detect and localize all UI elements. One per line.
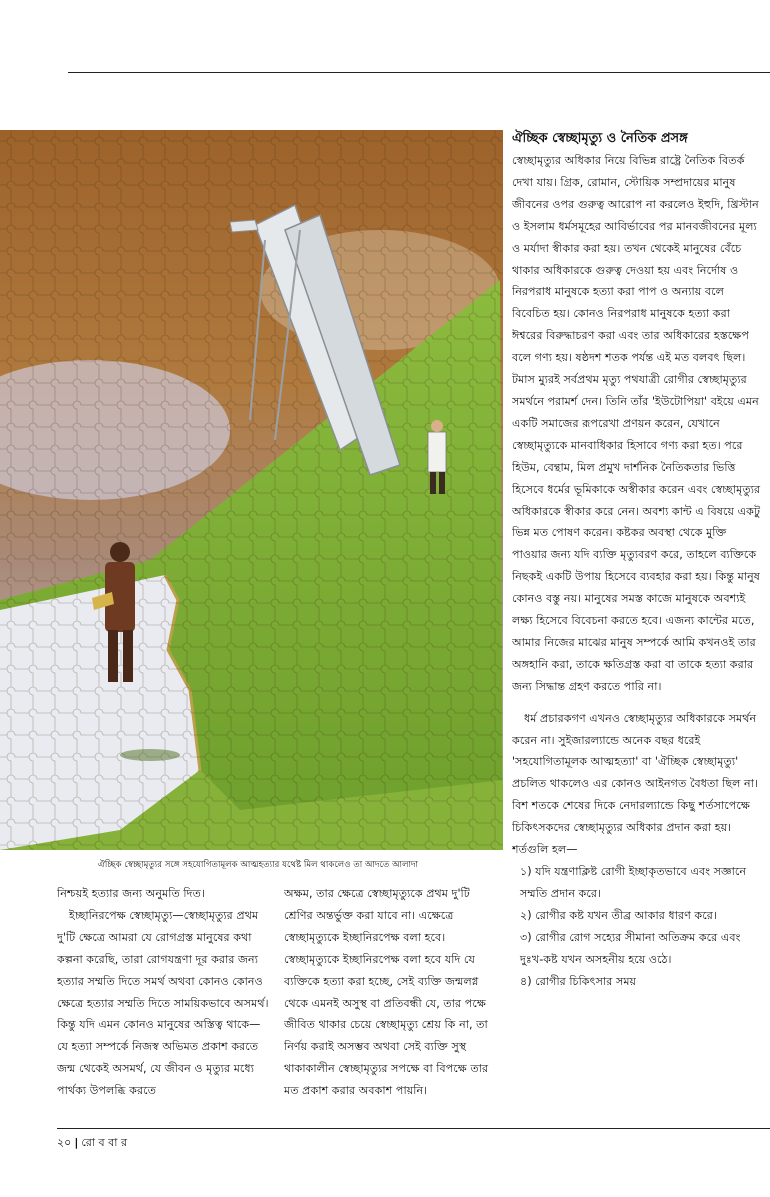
body-column-1 bbox=[57, 883, 272, 1108]
body-paragraph: ধর্ম প্রচারকগণ এখনও স্বেচ্ছামৃত্যুর অধিকারকে সমর্থন করেন না। সুইজারল্যান্ডে অনেক বছর ধরেই 'সহযোগিতামূলক আত্মহত্যা' বা 'ঐচ্ছিক স্বেচ্ছামৃত্যু' প্রচলিত থাকলেও এর কোনও আইনগত বৈধতা ছিল না। বিশ শতকে শেষের দিকে নেদারল্যান্ডে কিছু শর্তসাপেক্ষে চিকিৎসকদের স্বেচ্ছামৃত্যুর অধিকার প্রদান করা হয়। শর্তগুলি হল— bbox=[512, 711, 758, 857]
puzzle-illustration bbox=[0, 130, 503, 850]
magazine-name: রো ব বা র bbox=[81, 1136, 128, 1149]
page-footer bbox=[57, 1136, 127, 1150]
figure-caption: ঐচ্ছিক স্বেচ্ছামৃত্যুর সঙ্গে সহযোগিতামূলক আত্মহত্যার যথেষ্ট মিল থাকলেও তা আদতে আলাদা bbox=[98, 860, 419, 870]
bottom-rule bbox=[57, 1128, 770, 1129]
body-paragraph: স্বেচ্ছামৃত্যুর অধিকার নিয়ে বিভিন্ন রাষ্ট্রে নৈতিক বিতর্ক দেখা যায়। গ্রিক, রোমান, স্টোয়িক সম্প্রদায়ের মানুষ জীবনের ওপর গুরুত্ব আরোপ না করলেও ইহুদি, খ্রিস্টান ও ইসলাম ধর্মসমূহের আবির্ভাবের পর মানবজীবনের মূল্য ও মর্যাদা স্বীকার করা হয়। তখন থেকেই মানুষের বেঁচে থাকার অধিকারকে গুরুত্ব দেওয়া হয় এবং নির্দোষ ও নিরপরাধ মানুষকে হত্যা করা পাপ ও অন্যায় বলে বিবেচিত হয়। কোনও নিরপরাধ মানুষকে হত্যা করা ঈশ্বরের বিরুদ্ধাচরণ করা এবং তার অধিকারের হস্তক্ষেপ বলে গণ্য হয়। ষষ্ঠদশ শতক পর্যন্ত এই মত বলবৎ ছিল। টমাস ম্যুরই সর্বপ্রথম মৃত্যু পথযাত্রী রোগীর স্বেচ্ছামৃত্যুর সমর্থনে পরামর্শ দেন। তিনি তাঁর 'ইউটোপিয়া' বইয়ে এমন একটি সমাজের রূপরেখা প্রণয়ন করেন, যেখানে স্বেচ্ছামৃত্যুকে মানবাধিকার হিসাবে গণ্য করা হত। পরে হিউম, বেন্থাম, মিল প্রমুখ দার্শনিক নৈতিকতার ভিত্তি হিসেবে ধর্মের ভূমিকাকে অস্বীকার করেন এবং স্বেচ্ছামৃত্যুর অধিকারকে স্বীকার করে নেন। অবশ্য কান্ট এ বিষয়ে একটু ভিন্ন মত পোষণ করেন। কষ্টকর অবস্থা থেকে মুক্তি পাওয়ার জন্য যদি ব্যক্তি মৃত্যুবরণ করে, তাহলে ব্যক্তিকে নিছকই একটি উপায় হিসেবে ব্যবহার করা হয়। কিন্তু মানুষ কোনও বস্তু নয়। মানুষের সমস্ত কাজে মানুষকে অবশ্যই লক্ষ্য হিসেবে বিবেচনা করতে হবে। এজন্য কান্টের মতে, আমার নিজের মাঝের মানুষ সম্পর্কে আমি কখনওই তার অঙ্গহানি করা, তাকে ক্ষতিগ্রস্ত করা বা তাকে হত্যা করার জন্য সিদ্ধান্ত গ্রহণ করতে পারি না। bbox=[512, 154, 761, 693]
section-heading: ঐচ্ছিক স্বেচ্ছামৃত্যু ও নৈতিক প্রসঙ্গ bbox=[512, 131, 688, 146]
top-rule bbox=[68, 72, 770, 73]
list-item: ৪) রোগীর চিকিৎসার সময় bbox=[520, 974, 637, 988]
list-item: ২) রোগীর কষ্ট যখন তীব্র আকার ধারণ করে। bbox=[520, 908, 717, 922]
right-column bbox=[512, 128, 764, 1126]
folio-separator: | bbox=[74, 1136, 79, 1149]
list-item: ৩) রোগীর রোগ সহ্যের সীমানা অতিক্রম করে এবং দুঃখ-কষ্ট যখন অসহনীয় হয়ে ওঠে। bbox=[520, 930, 741, 966]
body-paragraph: অক্ষম, তার ক্ষেত্রে স্বেচ্ছামৃত্যুকে প্রথম দু'টি শ্রেণির অন্তর্ভুক্ত করা যাবে না। এক্ষেত্রে স্বেচ্ছামৃত্যুকে ইচ্ছানিরপেক্ষ বলা হবে। স্বেচ্ছামৃত্যুকে ইচ্ছানিরপেক্ষ বলা হবে যদি যে ব্যক্তিকে হত্যা করা হচ্ছে, সেই ব্যক্তি জন্মলগ্ন থেকে এমনই অসুস্থ বা প্রতিবন্ধী যে, তার পক্ষে জীবিত থাকার চেয়ে স্বেচ্ছামৃত্যু শ্রেয় কি না, তা নির্ণয় করাই অসম্ভব অথবা সেই ব্যক্তি সুস্থ থাকাকালীন স্বেচ্ছামৃত্যুর সপক্ষে বা বিপক্ষে তার মত প্রকাশ করার অবকাশ পায়নি। bbox=[284, 887, 489, 1098]
body-paragraph: ইচ্ছানিরপেক্ষ স্বেচ্ছামৃত্যু—স্বেচ্ছামৃত্যুর প্রথম দু'টি ক্ষেত্রে আমরা যে রোগগ্রস্ত মানুষের কথা কল্পনা করেছি, তারা রোগযন্ত্রণা দূর করার জন্য হত্যার সম্মতি দিতে সমর্থ অথবা কোনও কোনও ক্ষেত্রে হত্যার সম্মতি দিতে সাময়িকভাবে অসমর্থ। কিন্তু যদি এমন কোনও মানুষের অস্তিত্ব থাকে— যে হত্যা সম্পর্কে নিজস্ব অভিমত প্রকাশ করতে জন্ম থেকেই অসমর্থ, যে জীবন ও মৃত্যুর মধ্যে পার্থক্য উপলব্ধি করতে bbox=[57, 908, 269, 1098]
body-column-2 bbox=[284, 883, 498, 1108]
page-number: ২০ bbox=[57, 1136, 72, 1149]
list-item: ১) যদি যন্ত্রণাক্লিষ্ট রোগী ইচ্ছাকৃতভাবে এবং সজ্ঞানে সম্মতি প্রদান করে। bbox=[520, 865, 747, 900]
body-line: নিশ্চয়ই হত্যার জন্য অনুমতি দিত। bbox=[57, 887, 205, 900]
